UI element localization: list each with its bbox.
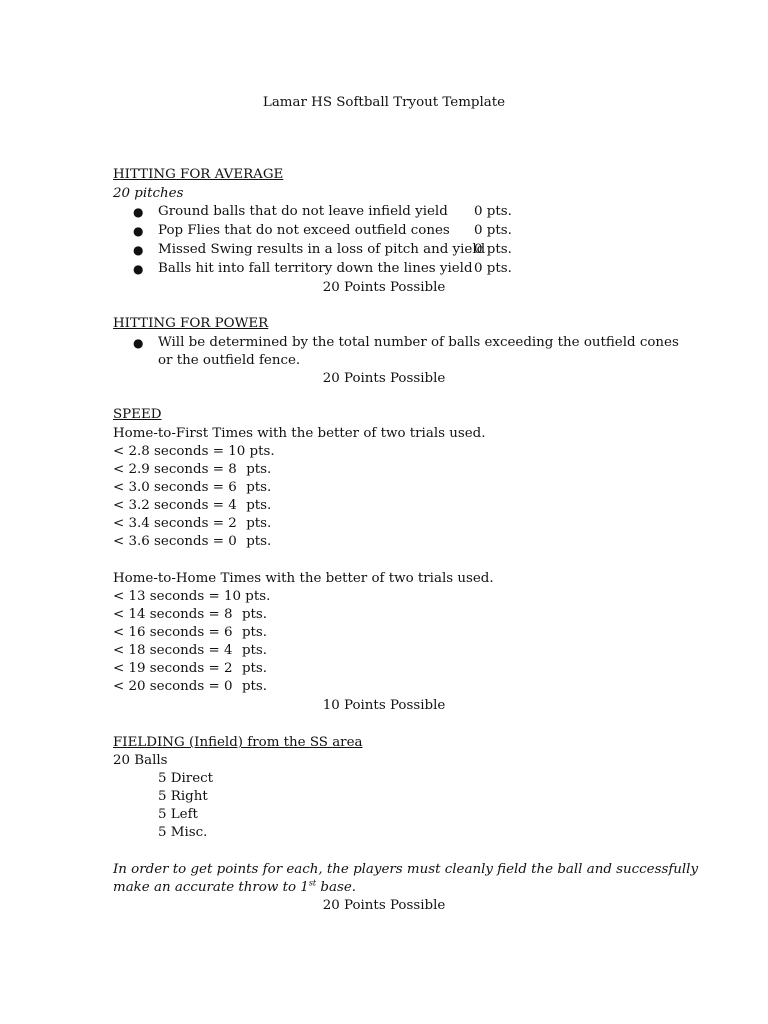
list-item: Pop Flies that do not exceed outfield cones bbox=[158, 223, 450, 238]
list-item: Will be determined by the total number of balls exceeding the outfield cones bbox=[158, 335, 679, 350]
list-item: Balls hit into fall territory down the lines yield bbox=[158, 261, 473, 276]
fielding-breakdown-item: 5 Misc. bbox=[158, 825, 208, 840]
list-item-points: 0 pts. bbox=[474, 204, 512, 219]
hitting-average-heading: HITTING FOR AVERAGE bbox=[113, 167, 284, 182]
score-row: < 3.0 seconds = 6 pts. bbox=[113, 480, 272, 495]
speed-possible: 10 Points Possible bbox=[322, 698, 446, 713]
fielding-breakdown-item: 5 Direct bbox=[158, 771, 214, 786]
list-item-points: 0 pts. bbox=[474, 223, 512, 238]
score-row: < 3.6 seconds = 0 pts. bbox=[113, 534, 272, 549]
hitting-average-subtitle: 20 pitches bbox=[113, 186, 184, 201]
score-row: < 16 seconds = 6 pts. bbox=[113, 625, 268, 640]
score-row: < 19 seconds = 2 pts. bbox=[113, 661, 268, 676]
fielding-heading: FIELDING (Infield) from the SS area bbox=[113, 735, 363, 750]
hitting-power-heading: HITTING FOR POWER bbox=[113, 316, 269, 331]
score-row: < 14 seconds = 8 pts. bbox=[113, 607, 268, 622]
hitting-power-possible: 20 Points Possible bbox=[322, 371, 446, 386]
list-item: Ground balls that do not leave infield yield bbox=[158, 204, 448, 219]
home-to-home-intro: Home-to-Home Times with the better of two trials used. bbox=[113, 571, 494, 586]
score-row: < 2.8 seconds = 10 pts. bbox=[113, 444, 275, 459]
bullet-icon: ● bbox=[133, 243, 144, 257]
fielding-balls: 20 Balls bbox=[113, 753, 168, 768]
speed-heading: SPEED bbox=[113, 407, 162, 422]
score-row: < 3.4 seconds = 2 pts. bbox=[113, 516, 272, 531]
list-item-points: 0 pts. bbox=[474, 242, 512, 257]
score-row: < 13 seconds = 10 pts. bbox=[113, 589, 271, 604]
bullet-icon: ● bbox=[133, 336, 144, 350]
home-to-first-intro: Home-to-First Times with the better of two trials used. bbox=[113, 426, 486, 441]
list-item-continuation: or the outfield fence. bbox=[158, 353, 301, 368]
fielding-breakdown-item: 5 Left bbox=[158, 807, 198, 822]
fielding-note-continuation: make an accurate throw to 1st base. bbox=[113, 878, 357, 895]
fielding-possible: 20 Points Possible bbox=[322, 898, 446, 913]
score-row: < 20 seconds = 0 pts. bbox=[113, 679, 268, 694]
document-title: Lamar HS Softball Tryout Template bbox=[262, 95, 506, 110]
fielding-note: In order to get points for each, the players must cleanly field the ball and successfully bbox=[113, 862, 699, 877]
bullet-icon: ● bbox=[133, 262, 144, 276]
fielding-breakdown-item: 5 Right bbox=[158, 789, 208, 804]
bullet-icon: ● bbox=[133, 205, 144, 219]
score-row: < 2.9 seconds = 8 pts. bbox=[113, 462, 272, 477]
bullet-icon: ● bbox=[133, 224, 144, 238]
score-row: < 18 seconds = 4 pts. bbox=[113, 643, 268, 658]
list-item: Missed Swing results in a loss of pitch and yield bbox=[158, 242, 486, 257]
score-row: < 3.2 seconds = 4 pts. bbox=[113, 498, 272, 513]
hitting-average-possible: 20 Points Possible bbox=[322, 280, 446, 295]
list-item-points: 0 pts. bbox=[474, 261, 512, 276]
